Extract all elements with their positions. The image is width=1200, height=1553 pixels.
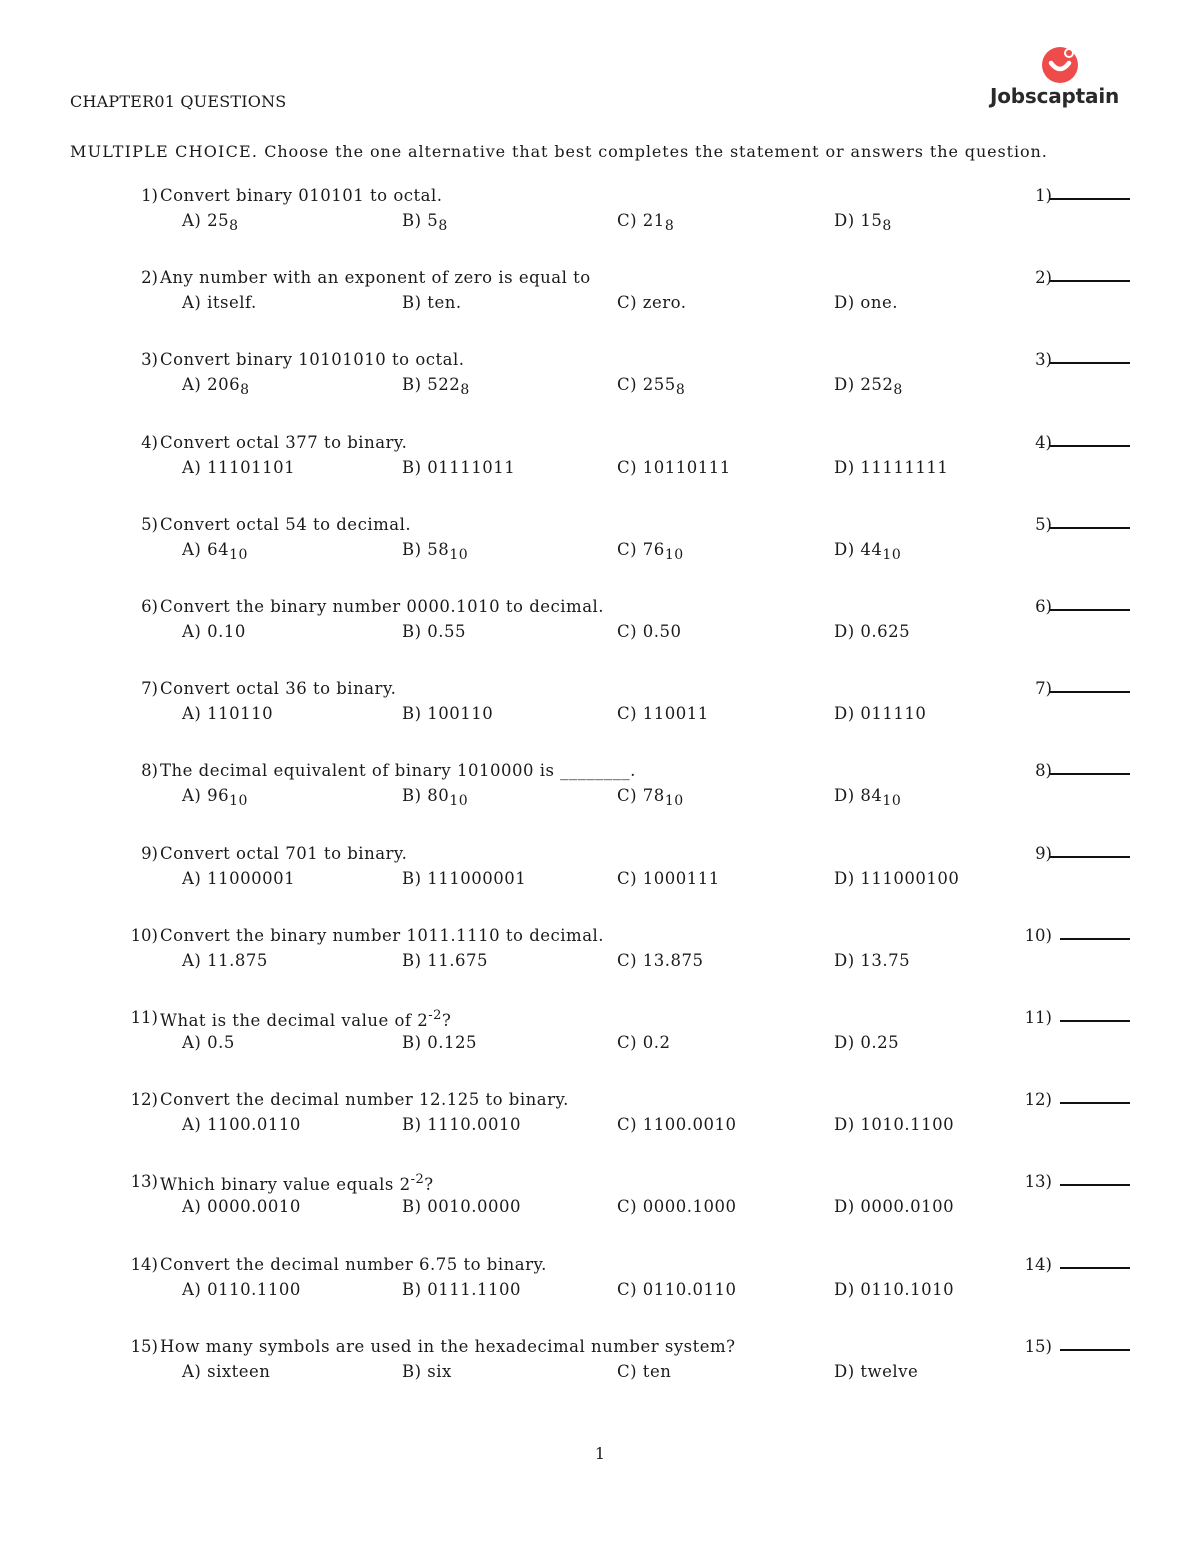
option-c: [617, 1280, 737, 1299]
option-d: [834, 1362, 918, 1381]
question-stem-text: Which binary value equals 2: [160, 1175, 411, 1195]
option-c-text: C) 78: [617, 786, 665, 806]
answer-label: 13): [1024, 1172, 1052, 1192]
question-number: 10): [130, 925, 158, 945]
question-number: 7): [141, 679, 158, 699]
question-item: [0, 1008, 1200, 1068]
option-d-text: D) 111000100: [834, 868, 960, 888]
option-a: [182, 1280, 301, 1299]
question-item: [0, 1255, 1200, 1315]
question-item: [0, 679, 1200, 739]
option-d: [834, 1115, 954, 1134]
instructions-text: Choose the one alternative that best completes the statement or answers the question.: [264, 142, 1048, 161]
question-number: 5): [141, 514, 158, 534]
option-c-text: C) zero.: [617, 293, 687, 313]
answer-blank[interactable]: [1060, 1020, 1130, 1022]
answer-blank[interactable]: [1050, 280, 1130, 282]
question-stem-text: Convert octal 54 to decimal.: [160, 514, 412, 534]
question-stem-text: Convert the decimal number 12.125 to binary.: [160, 1090, 569, 1110]
option-c-text: C) 76: [617, 539, 665, 559]
answer-label: 8): [1035, 761, 1052, 781]
option-c: [617, 786, 684, 809]
option-b-text: B) 100110: [402, 704, 494, 724]
option-c-text: C) 10110111: [617, 457, 731, 477]
option-d: [834, 458, 948, 477]
option-a-text: A) 11000001: [182, 868, 296, 888]
option-b: [402, 1033, 477, 1052]
option-d: [834, 786, 901, 809]
option-c: [617, 458, 731, 477]
option-d-text: D) 0.625: [834, 622, 911, 641]
option-b-text: B) 0.125: [402, 1033, 478, 1052]
option-b-text: B) 0111.1100: [402, 1279, 522, 1299]
question-stem-text: Convert the binary number 1011.1110 to decimal.: [160, 925, 605, 945]
question-stem: [160, 350, 465, 369]
option-b-text: B) 5: [402, 211, 439, 230]
option-c: [617, 540, 684, 563]
option-a-text: A) 1100.0110: [182, 1115, 301, 1135]
option-c-text: C) 13.875: [617, 950, 704, 970]
option-a: [182, 951, 268, 970]
question-item: [0, 844, 1200, 904]
option-c-text: C) 0.2: [617, 1033, 671, 1052]
option-b: [402, 704, 493, 723]
question-stem: [160, 679, 396, 698]
question-stem: [160, 1337, 736, 1356]
option-c: [617, 1033, 671, 1052]
question-stem: [160, 1172, 434, 1194]
answer-label: 1): [1035, 186, 1052, 205]
question-item: [0, 515, 1200, 575]
question-stem: [160, 1008, 451, 1030]
option-c: [617, 622, 682, 641]
question-stem: [160, 597, 604, 616]
option-c-base: 8: [664, 218, 675, 234]
option-d: [834, 293, 898, 312]
option-a-text: A) 25: [182, 211, 230, 230]
question-stem-exponent: -2: [428, 1008, 442, 1023]
option-d-text: D) 0000.0100: [834, 1197, 955, 1217]
question-stem-text: Convert the decimal number 6.75 to binary.: [160, 1254, 547, 1274]
option-d-text: D) 13.75: [834, 950, 911, 970]
option-d: [834, 869, 959, 888]
option-b: [402, 1197, 521, 1216]
option-a-text: A) 206: [182, 375, 241, 395]
option-b-text: B) 11.675: [402, 950, 489, 970]
option-c-base: 8: [675, 382, 686, 399]
answer-blank[interactable]: [1050, 198, 1130, 200]
option-c: [617, 1362, 671, 1381]
option-d: [834, 1280, 954, 1299]
option-a-base: 10: [229, 793, 248, 810]
answer-blank[interactable]: [1060, 1349, 1130, 1351]
question-stem-text: The decimal equivalent of binary 1010000 is ________.: [160, 761, 636, 781]
option-a: [182, 293, 257, 312]
option-c: [617, 704, 709, 723]
option-b: [402, 622, 466, 641]
option-b: [402, 1362, 452, 1381]
answer-label: 10): [1024, 925, 1052, 945]
question-number: 6): [141, 597, 158, 616]
option-a-text: A) 0110.1100: [182, 1279, 301, 1299]
option-b-text: B) 522: [402, 375, 461, 395]
option-b-base: 10: [449, 546, 469, 563]
option-a-text: A) 0000.0010: [182, 1197, 301, 1217]
option-a: [182, 540, 248, 563]
option-d: [834, 375, 903, 398]
option-b-text: B) 1110.0010: [402, 1115, 522, 1135]
option-d-text: D) 44: [834, 539, 883, 559]
option-a: [182, 375, 250, 398]
answer-label: 6): [1035, 597, 1052, 616]
question-item: [0, 268, 1200, 328]
question-stem: [160, 268, 591, 287]
answer-label: 15): [1024, 1336, 1052, 1356]
option-b-text: B) 111000001: [402, 868, 527, 888]
option-c: [617, 211, 674, 234]
option-c-text: C) 1000111: [617, 868, 720, 888]
option-d-text: D) one.: [834, 293, 898, 313]
option-a: [182, 1362, 270, 1381]
option-d: [834, 622, 910, 641]
option-a-text: A) 96: [182, 786, 230, 806]
question-stem: [160, 844, 407, 863]
question-stem-text: Any number with an exponent of zero is equal to: [160, 268, 591, 288]
option-d: [834, 704, 926, 723]
option-d: [834, 951, 910, 970]
option-c: [617, 869, 720, 888]
option-c-text: C) 255: [617, 375, 676, 395]
option-b: [402, 211, 448, 234]
option-c: [617, 1197, 737, 1216]
option-b-base: 8: [460, 382, 470, 399]
option-d-base: 8: [893, 382, 903, 399]
option-c-text: C) 1100.0010: [617, 1115, 737, 1135]
question-number: 12): [130, 1090, 158, 1110]
question-stem: [160, 761, 636, 780]
option-a-text: A) 0.5: [182, 1033, 235, 1052]
option-b-base: 10: [449, 793, 469, 810]
answer-blank[interactable]: [1050, 856, 1130, 858]
question-stem-text: Convert octal 701 to binary.: [160, 843, 408, 863]
option-a: [182, 622, 246, 641]
option-b-text: B) 0010.0000: [402, 1197, 522, 1217]
option-b: [402, 458, 515, 477]
option-b: [402, 869, 526, 888]
option-d-text: D) 0110.1010: [834, 1279, 955, 1299]
question-stem: [160, 926, 604, 945]
option-a-text: A) itself.: [182, 293, 257, 313]
option-a-text: A) 64: [182, 539, 230, 559]
question-item: [0, 597, 1200, 657]
question-stem-text: Convert the binary number 0000.1010 to decimal.: [160, 597, 605, 616]
option-a: [182, 704, 273, 723]
option-b-text: B) six: [402, 1361, 452, 1381]
question-number: 8): [141, 761, 158, 781]
option-d-base: 10: [882, 793, 902, 810]
question-stem-tail: ?: [441, 1011, 452, 1030]
jobscaptain-logo: [990, 44, 1132, 114]
option-a: [182, 786, 248, 809]
option-a: [182, 869, 295, 888]
option-b-text: B) 01111011: [402, 457, 516, 477]
question-stem: [160, 515, 411, 534]
question-stem: [160, 1255, 547, 1274]
option-d-text: D) 84: [834, 786, 883, 806]
question-number: 2): [141, 268, 158, 288]
option-d-text: D) 252: [834, 375, 894, 395]
question-number: 9): [141, 843, 158, 863]
option-d-text: D) 1010.1100: [834, 1115, 955, 1135]
question-number: 13): [130, 1172, 158, 1192]
question-item: [0, 926, 1200, 986]
option-a: [182, 211, 239, 234]
option-c-text: C) 0000.1000: [617, 1197, 737, 1217]
option-d-text: D) 0.25: [834, 1033, 900, 1052]
option-a-text: A) 11.875: [182, 950, 268, 970]
option-c: [617, 293, 687, 312]
answer-blank[interactable]: [1050, 527, 1130, 529]
option-a: [182, 458, 295, 477]
option-b: [402, 540, 468, 563]
option-a-base: 8: [229, 218, 239, 234]
option-a-text: A) 11101101: [182, 457, 296, 477]
option-c: [617, 951, 704, 970]
question-number: 3): [141, 350, 158, 370]
option-a-text: A) 110110: [182, 704, 274, 724]
answer-blank[interactable]: [1050, 362, 1130, 364]
option-b: [402, 1280, 521, 1299]
option-c-text: C) ten: [617, 1361, 672, 1381]
question-item: [0, 761, 1200, 821]
option-d-text: D) 011110: [834, 704, 927, 724]
question-stem-tail: ?: [424, 1175, 434, 1195]
question-stem-text: Convert octal 36 to binary.: [160, 679, 397, 699]
answer-blank[interactable]: [1050, 691, 1130, 693]
question-stem-text: Convert binary 010101 to octal.: [160, 186, 443, 205]
answer-label: 14): [1024, 1254, 1052, 1274]
option-c-text: C) 0.50: [617, 622, 682, 641]
question-stem-text: Convert octal 377 to binary.: [160, 432, 408, 452]
question-stem-text: What is the decimal value of 2: [160, 1011, 429, 1030]
answer-blank[interactable]: [1050, 609, 1130, 611]
option-b-base: 8: [438, 218, 448, 234]
question-stem: [160, 186, 443, 205]
option-a-text: A) sixteen: [182, 1361, 271, 1381]
option-c-base: 10: [664, 546, 684, 563]
option-b-text: B) ten.: [402, 293, 462, 313]
question-stem: [160, 1090, 569, 1109]
answer-blank[interactable]: [1060, 1184, 1130, 1186]
option-a-text: A) 0.10: [182, 622, 246, 641]
option-c: [617, 375, 685, 398]
question-number: 11): [130, 1008, 158, 1027]
question-stem-exponent: -2: [410, 1172, 425, 1188]
option-b: [402, 951, 488, 970]
option-c-base: 10: [664, 793, 684, 810]
question-stem-text: How many symbols are used in the hexadecimal number system?: [160, 1336, 736, 1356]
option-a-base: 8: [240, 382, 250, 399]
option-c-text: C) 0110.0110: [617, 1279, 737, 1299]
instructions-lead: MULTIPLE CHOICE.: [70, 142, 259, 161]
option-d-text: D) twelve: [834, 1361, 919, 1381]
question-number: 14): [130, 1254, 158, 1274]
question-item: [0, 433, 1200, 493]
answer-blank[interactable]: [1050, 773, 1130, 775]
option-a: [182, 1197, 301, 1216]
option-d: [834, 540, 901, 563]
option-a-base: 10: [229, 546, 248, 563]
question-item: [0, 1337, 1200, 1397]
answer-label: 3): [1035, 350, 1052, 370]
option-d-text: D) 15: [834, 211, 883, 230]
option-b-text: B) 0.55: [402, 622, 467, 641]
answer-label: 5): [1035, 514, 1052, 534]
option-b-text: B) 80: [402, 786, 450, 806]
answer-blank[interactable]: [1060, 938, 1130, 940]
option-c: [617, 1115, 737, 1134]
instructions: [70, 142, 1048, 161]
answer-blank[interactable]: [1060, 1267, 1130, 1269]
question-item: [0, 1172, 1200, 1232]
question-item: [0, 186, 1200, 246]
jobscaptain-logo-icon: [1040, 44, 1080, 84]
answer-label: 9): [1035, 843, 1052, 863]
page-title: CHAPTER01 QUESTIONS: [70, 92, 287, 111]
option-d-base: 10: [882, 546, 902, 563]
option-d: [834, 1197, 954, 1216]
option-d-text: D) 11111111: [834, 457, 949, 477]
option-d-base: 8: [882, 218, 892, 234]
answer-label: 2): [1035, 268, 1052, 288]
answer-blank[interactable]: [1050, 445, 1130, 447]
option-b: [402, 1115, 521, 1134]
jobscaptain-logo-text: Jobscaptain: [990, 84, 1120, 108]
option-c-text: C) 21: [617, 211, 665, 230]
answer-label: 11): [1024, 1008, 1052, 1027]
question-number: 4): [141, 432, 158, 452]
option-b: [402, 375, 470, 398]
question-number: 1): [141, 186, 158, 205]
question-item: [0, 1090, 1200, 1150]
option-b: [402, 786, 468, 809]
option-c-text: C) 110011: [617, 704, 709, 724]
answer-label: 4): [1035, 432, 1052, 452]
option-a: [182, 1033, 235, 1052]
option-b: [402, 293, 462, 312]
answer-label: 12): [1024, 1090, 1052, 1110]
option-a: [182, 1115, 301, 1134]
answer-label: 7): [1035, 679, 1052, 699]
option-d: [834, 1033, 899, 1052]
question-stem-text: Convert binary 10101010 to octal.: [160, 350, 465, 370]
question-number: 15): [130, 1336, 158, 1356]
option-d: [834, 211, 892, 234]
page-number: 1: [594, 1444, 606, 1463]
option-b-text: B) 58: [402, 539, 450, 559]
question-stem: [160, 433, 407, 452]
answer-blank[interactable]: [1060, 1102, 1130, 1104]
question-item: [0, 350, 1200, 410]
